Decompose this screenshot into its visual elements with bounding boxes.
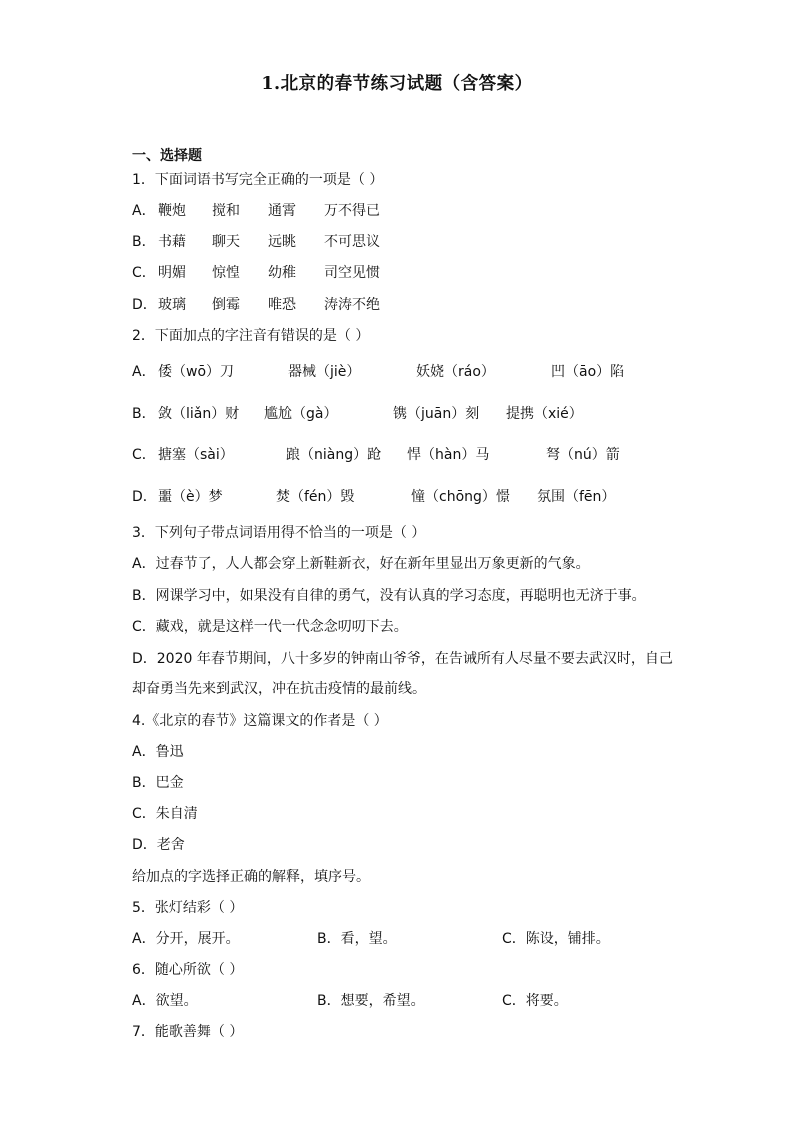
option-word: 司空见惯: [324, 265, 380, 281]
question-3-option-a: A．过春节了，人人都会穿上新鞋新衣，好在新年里显出万象更新的气象。: [132, 556, 590, 572]
option-word: 聊天: [212, 234, 240, 250]
option-label: B．: [132, 234, 156, 250]
option-item: 妖娆（ráo）: [416, 364, 495, 380]
question-5-stem: 5．张灯结彩（ ）: [132, 900, 244, 916]
option-label: D．: [132, 489, 157, 505]
option-word: 通霄: [268, 203, 296, 219]
option-label: A．: [132, 203, 156, 219]
option-word: 玻璃: [158, 297, 186, 313]
option-item: 噩（è）梦: [158, 489, 223, 505]
option-item: 焚（fén）毁: [276, 489, 355, 505]
option-item: 氛围（fēn）: [537, 489, 616, 505]
question-4-option-c: C．朱自清: [132, 806, 198, 822]
option-word: 惊惶: [212, 265, 240, 281]
option-item: 尴尬（gà）: [264, 406, 338, 422]
option-word: 倒霉: [212, 297, 240, 313]
option-a: A．分开，展开。: [132, 931, 240, 947]
question-2-stem: 2．下面加点的字注音有错误的是（ ）: [132, 328, 370, 344]
option-item: 镌（juān）刻: [393, 406, 480, 422]
question-3-stem: 3．下列句子带点词语用得不恰当的一项是（ ）: [132, 525, 426, 541]
option-item: 倭（wō）刀: [158, 364, 235, 380]
option-word: 唯恐: [268, 297, 296, 313]
option-item: 弩（nú）箭: [546, 447, 620, 463]
option-item: 踉（niàng）跄: [286, 447, 382, 463]
option-item: 搪塞（sài）: [158, 447, 234, 463]
question-7-stem: 7．能歌善舞（ ）: [132, 1024, 244, 1040]
option-word: 明媚: [158, 265, 186, 281]
option-label: B．: [132, 406, 156, 422]
option-label: A．: [132, 364, 156, 380]
option-label: D．: [132, 297, 157, 313]
option-item: 提携（xié）: [506, 406, 583, 422]
option-label: C．: [132, 447, 156, 463]
option-item: 器械（jiè）: [288, 364, 361, 380]
question-4-option-b: B．巴金: [132, 775, 184, 791]
option-c: C．将要。: [502, 993, 568, 1009]
option-item: 凹（āo）陷: [551, 364, 625, 380]
option-word: 幼稚: [268, 265, 296, 281]
question-3-option-c: C．藏戏，就是这样一代一代念念叨叨下去。: [132, 619, 408, 635]
question-4-option-d: D．老舍: [132, 837, 185, 853]
section-heading: 一、选择题: [132, 148, 202, 164]
question-1-stem: 1．下面词语书写完全正确的一项是（ ）: [132, 172, 384, 188]
question-6-stem: 6．随心所欲（ ）: [132, 962, 244, 978]
option-item: 悍（hàn）马: [407, 447, 490, 463]
option-b: B．想要，希望。: [317, 993, 425, 1009]
question-3-option-b: B．网课学习中，如果没有自律的勇气，没有认真的学习态度，再聪明也无济于事。: [132, 588, 646, 604]
option-item: 憧（chōng）憬: [411, 489, 510, 505]
option-a: A．欲望。: [132, 993, 198, 1009]
option-label: C．: [132, 265, 156, 281]
option-word: 鞭炮: [158, 203, 186, 219]
question-4-option-a: A．鲁迅: [132, 744, 184, 760]
option-item: 敛（liǎn）财: [158, 406, 240, 422]
option-word: 不可思议: [324, 234, 380, 250]
option-word: 书藉: [158, 234, 186, 250]
question-3-option-d-continued: 却奋勇当先来到武汉，冲在抗击疫情的最前线。: [132, 681, 426, 697]
option-b: B．看，望。: [317, 931, 397, 947]
option-c: C．陈设，铺排。: [502, 931, 610, 947]
option-word: 远眺: [268, 234, 296, 250]
question-3-option-d: D．2020 年春节期间，八十多岁的钟南山爷爷，在告诫所有人尽量不要去武汉时，自己: [132, 651, 673, 667]
document-title: 1.北京的春节练习试题（含答案）: [261, 74, 533, 94]
question-4-stem: 4.《北京的春节》这篇课文的作者是（ ）: [132, 713, 388, 729]
option-word: 搅和: [212, 203, 240, 219]
instruction-text: 给加点的字选择正确的解释，填序号。: [132, 869, 370, 885]
option-word: 涛涛不绝: [324, 297, 380, 313]
option-word: 万不得已: [324, 203, 380, 219]
